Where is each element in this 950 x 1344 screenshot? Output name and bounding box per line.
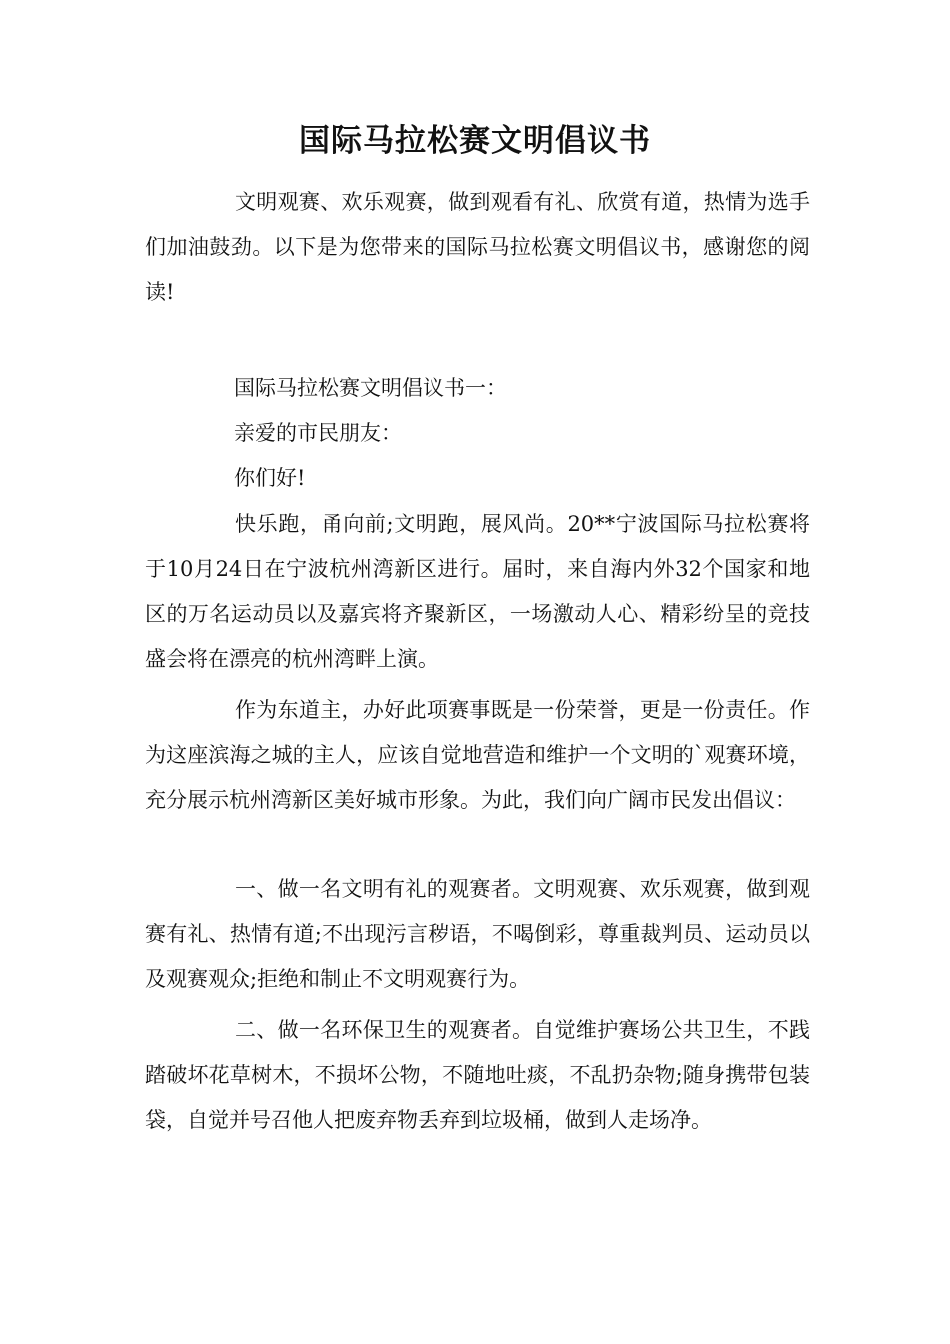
salutation: 亲爱的市民朋友： (234, 421, 402, 445)
document-title: 国际马拉松赛文明倡议书 (299, 123, 651, 159)
body-paragraph-3: 一、做一名文明有礼的观赛者。文明观赛、欢乐观赛，做到观赛有礼、热情有道;不出现污言秽语，不喝倒彩，尊重裁判员、运动员以及观赛观众;拒绝和制止不文明观赛行为。 (145, 877, 810, 991)
body-paragraph-4: 二、做一名环保卫生的观赛者。自觉维护赛场公共卫生，不践踏破坏花草树木，不损坏公物，不随地吐痰，不乱扔杂物;随身携带包装袋，自觉并号召他人把废弃物丢弃到垃圾桶，做到人走场净。 (145, 1018, 810, 1132)
section-heading: 国际马拉松赛文明倡议书一： (234, 376, 507, 400)
greeting: 你们好! (234, 466, 306, 490)
intro-paragraph: 文明观赛、欢乐观赛，做到观看有礼、欣赏有道，热情为选手们加油鼓劲。以下是为您带来的国际马拉松赛文明倡议书，感谢您的阅读! (145, 190, 810, 304)
body-paragraph-2: 作为东道主，办好此项赛事既是一份荣誉，更是一份责任。作为这座滨海之城的主人，应该自觉地营造和维护一个文明的`观赛环境，充分展示杭州湾新区美好城市形象。为此，我们向广阔市民发出倡议： (145, 698, 810, 812)
body-paragraph-1: 快乐跑，甬向前;文明跑，展风尚。20**宁波国际马拉松赛将于10月24日在宁波杭州湾新区进行。届时，来自海内外32个国家和地区的万名运动员以及嘉宾将齐聚新区，一场激动人心、精彩纷呈的竞技盛会将在漂亮的杭州湾畔上演。 (145, 512, 810, 671)
